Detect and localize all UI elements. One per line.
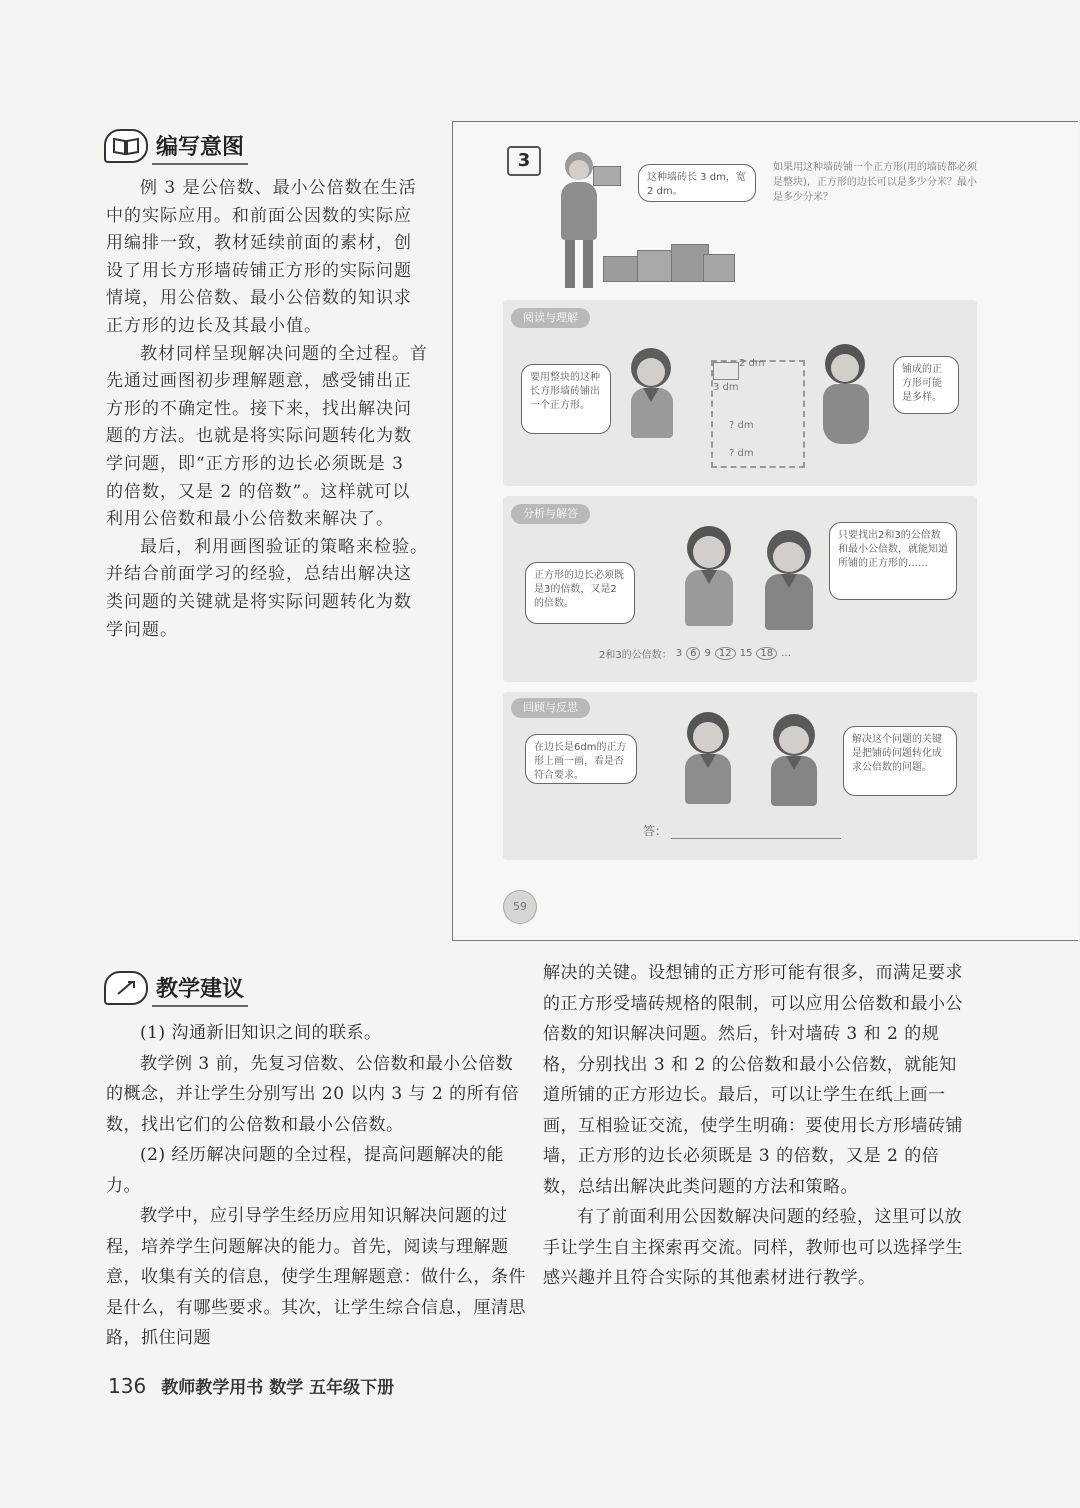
speech-bubble: 要用整块的这种长方形墙砖铺出一个正方形。 — [521, 364, 611, 434]
suggestion-paragraph: (1) 沟通新旧知识之间的联系。 — [140, 1023, 382, 1043]
suggestion-paragraph: 教学例 3 前，先复习倍数、公倍数和最小公倍数的概念，并让学生分别写出 20 以内 3 与 2 的所有倍数，找出它们的公倍数和最小公倍数。 — [106, 1053, 520, 1135]
textbook-page-figure — [452, 121, 1078, 941]
answer-line — [643, 822, 841, 839]
multiples-row — [599, 646, 791, 661]
dim-label: ? dm — [729, 420, 754, 431]
girl-illustration — [625, 348, 681, 468]
section-analyze-solve — [503, 496, 977, 682]
multiple-value: … — [781, 648, 792, 659]
square-diagram — [711, 360, 805, 468]
multiples-label: 2和3的公倍数： — [599, 650, 672, 661]
pen-icon — [104, 971, 148, 1005]
multiple-value: 3 — [675, 648, 683, 659]
suggestion-paragraph: (2) 经历解决问题的全过程，提高问题解决的能力。 — [106, 1145, 504, 1196]
suggestion-left-column — [106, 1018, 526, 1354]
boy-illustration — [765, 714, 825, 824]
suggestion-paragraph: 教学中，应引导学生经历应用知识解决问题的过程，培养学生问题解决的能力。首先，阅读与理解题意，收集有关的信息，使学生理解题意：做什么，条件是什么，有哪些要求。其次，让学生综合信息，厘清思路，抓住问题 — [106, 1206, 526, 1348]
girl-illustration — [819, 344, 875, 468]
intent-paragraph: 教材同样呈现解决问题的全过程。首先通过画图初步理解题意，感受铺出正方形的不确定性。接下来，找出解决问题的方法。也就是将实际问题转化为数学问题，即“正方形的边长必须既是 3 的倍数，又是 2 的倍数”。这样就可以利用公倍数和最小公倍数来解决了。 — [106, 343, 428, 530]
suggestion-title: 教学建议 — [152, 970, 248, 1007]
speech-bubble: 正方形的边长必须既是3的倍数，又是2的倍数。 — [525, 562, 635, 624]
section-tag: 分析与解答 — [511, 504, 590, 524]
section-tag: 阅读与理解 — [511, 308, 590, 328]
multiple-value: 15 — [739, 648, 753, 659]
speech-bubble: 铺成的正方形可能是多样。 — [893, 356, 959, 414]
suggestion-right-column — [543, 958, 965, 1294]
suggestion-paragraph: 解决的关键。设想铺的正方形可能有很多，而满足要求的正方形受墙砖规格的限制，可以应用公倍数和最小公倍数的知识解决问题。然后，针对墙砖 3 和 2 的规格，分别找出 3 和 2 的公倍数和最小公倍数，就能知道所铺的正方形边长。最后，可以让学生在纸上画一画，互相验证交流，使学生明确：要使用长方形墙砖铺墙，正方形的边长必须既是 3 的倍数，又是 2 的倍数，总结出解决此类问题的方法和策略。 — [543, 963, 963, 1197]
section-read-understand — [503, 300, 977, 486]
book-title: 教师教学用书 数学 五年级下册 — [161, 1378, 395, 1398]
intent-header — [104, 128, 248, 164]
girl-illustration — [679, 712, 739, 822]
book-icon — [104, 129, 148, 163]
suggestion-paragraph: 有了前面利用公因数解决问题的经验，这里可以放手让学生自主探索再交流。同样，教师也可以选择学生感兴趣并且符合实际的其他素材进行教学。 — [543, 1207, 963, 1288]
multiple-circled: 6 — [686, 647, 700, 660]
intent-paragraph: 例 3 是公倍数、最小公倍数在生活中的实际应用。和前面公因数的实际应用编排一致，教材延续前面的素材，创设了用长方形墙砖铺正方形的实际问题情境，用公倍数、最小公倍数的知识求正方形的边长及其最小值。 — [106, 178, 417, 336]
suggestion-header — [104, 970, 248, 1006]
brick-stack-illustration — [603, 242, 733, 282]
intent-title: 编写意图 — [152, 128, 248, 165]
intent-body — [106, 175, 428, 644]
dim-label: 2 dm — [739, 358, 765, 369]
example-question: 如果用这种墙砖铺一个正方形(用的墙砖都必须是整块)，正方形的边长可以是多少分米？最小是多少分米？ — [773, 162, 977, 203]
section-tag: 回顾与反思 — [511, 698, 590, 718]
section-review-reflect — [503, 692, 977, 860]
multiple-circled: 12 — [715, 647, 736, 660]
page-number: 136 — [108, 1374, 147, 1398]
dim-label: ? dm — [729, 448, 754, 459]
page-footer — [108, 1373, 394, 1398]
speech-bubble: 只要找出2和3的公倍数和最小公倍数，就能知道所铺的正方形的…… — [829, 522, 957, 600]
girl-illustration — [679, 526, 739, 650]
textbook-page-number: 59 — [503, 890, 537, 924]
speech-bubble-tile: 这种墙砖长 3 dm，宽 2 dm。 — [638, 164, 756, 202]
example-number: 3 — [507, 146, 541, 176]
dim-label: 3 dm — [713, 382, 739, 393]
boy-illustration — [759, 530, 819, 654]
speech-bubble: 解决这个问题的关键是把铺砖问题转化成求公倍数的问题。 — [843, 726, 957, 796]
intent-paragraph: 最后，利用画图验证的策略来检验。并结合前面学习的经验，总结出解决这类问题的关键就是将实际问题转化为数学问题。 — [106, 536, 428, 640]
multiple-circled: 18 — [756, 647, 777, 660]
speech-bubble: 在边长是6dm的正方形上画一画，看是否符合要求。 — [525, 734, 637, 784]
answer-blank — [671, 826, 841, 839]
multiple-value: 9 — [704, 648, 711, 659]
answer-label: 答： — [643, 824, 668, 838]
